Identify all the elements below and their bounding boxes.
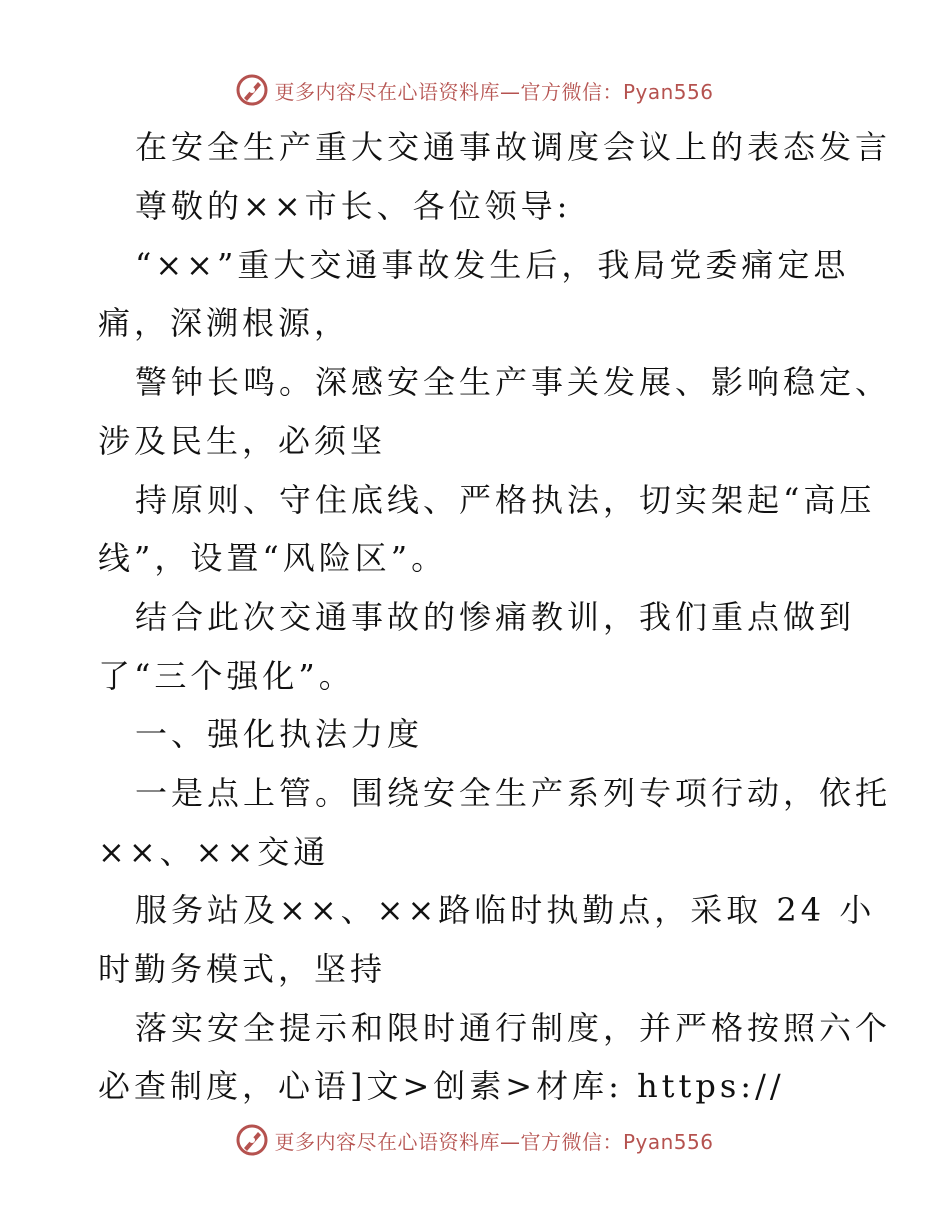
pen-logo-icon (236, 1124, 268, 1156)
paragraph-line: 服务站及××、××路临时执勤点，采取 24 小 (135, 891, 876, 929)
section-heading: 一、强化执法力度 (135, 715, 424, 753)
paragraph-line: “××”重大交通事故发生后，我局党委痛定思 (135, 246, 850, 284)
paragraph-line: 痛，深溯根源， (98, 304, 351, 342)
paragraph-line: 涉及民生，必须坚 (98, 422, 387, 460)
paragraph-line: 必查制度，心语]文>创素>材库: https:// (98, 1067, 785, 1105)
paragraph-line: 持原则、守住底线、严格执法，切实架起“高压 (135, 481, 876, 519)
pen-logo-icon (236, 74, 268, 106)
paragraph-line: 了“三个强化”。 (98, 657, 355, 695)
paragraph-line: 一是点上管。围绕安全生产系列专项行动，依托 (135, 774, 892, 812)
banner-text: 更多内容尽在心语资料库—官方微信：Pyan556 (274, 1129, 714, 1154)
paragraph-line: 时勤务模式，坚持 (98, 950, 387, 988)
paragraph-line: 线”，设置“风险区”。 (98, 539, 448, 577)
document-title: 在安全生产重大交通事故调度会议上的表态发言 (135, 128, 892, 166)
banner-text: 更多内容尽在心语资料库—官方微信：Pyan556 (274, 79, 714, 104)
paragraph-line: 结合此次交通事故的惨痛教训，我们重点做到 (135, 598, 856, 636)
paragraph-line: 落实安全提示和限时通行制度，并严格按照六个 (135, 1009, 892, 1047)
header-banner (0, 70, 950, 110)
salutation: 尊敬的××市长、各位领导: (135, 187, 572, 225)
paragraph-line: ××、××交通 (98, 833, 330, 871)
paragraph-line: 警钟长鸣。深感安全生产事关发展、影响稳定、 (135, 363, 892, 401)
footer-banner (0, 1120, 950, 1160)
